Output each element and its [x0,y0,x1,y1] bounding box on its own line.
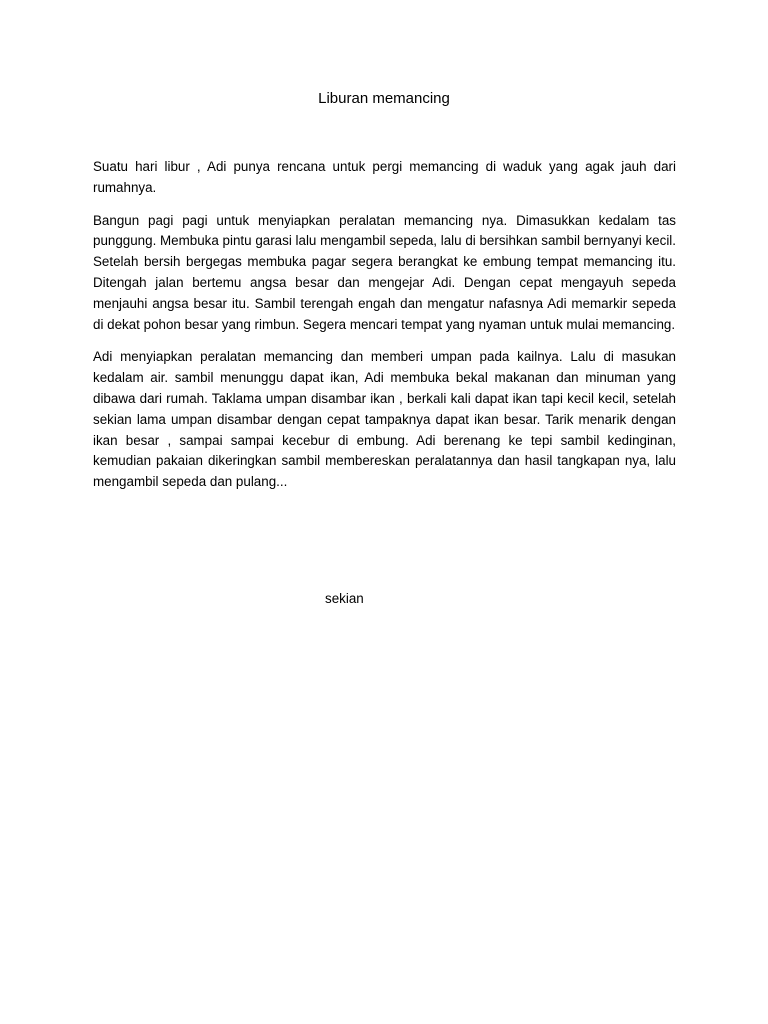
paragraph-2: Bangun pagi pagi untuk menyiapkan peralatan memancing nya. Dimasukkan kedalam tas punggung. Membuka pintu garasi lalu mengambil sepeda, lalu di bersihkan sambil bernyanyi kecil. Setelah bersih bergegas membuka pagar segera berangkat ke embung tempat memancing itu. Ditengah jalan bertemu angsa besar dan mengejar Adi. Dengan cepat mengayuh sepeda menjauhi angsa besar itu. Sambil terengah engah dan mengatur nafasnya Adi memarkir sepeda di dekat pohon besar yang rimbun. Segera mencari tempat yang nyaman untuk mulai memancing. [93,212,676,332]
document-body [93,157,676,505]
paragraph-3: Adi menyiapkan peralatan memancing dan memberi umpan pada kailnya. Lalu di masukan kedalam air. sambil menunggu dapat ikan, Adi membuka bekal makanan dan minuman yang dibawa dari rumah. Taklama umpan disambar ikan , berkali kali dapat ikan tapi kecil kecil, setelah sekian lama umpan disambar dengan cepat tampaknya dapat ikan besar. Tarik menarik dengan ikan besar , sampai sampai kecebur di embung. Adi berenang ke tepi sambil kedinginan, kemudian pakaian dikeringkan sambil membereskan peralatannya dan hasil tangkapan nya, lalu mengambil sepeda dan pulang... [93,349,676,490]
paragraph-1: Suatu hari libur , Adi punya rencana untuk pergi memancing di waduk yang agak jauh dari rumahnya. [93,159,676,195]
document-title: Liburan memancing [318,90,450,107]
closing-text: sekian [325,591,364,606]
